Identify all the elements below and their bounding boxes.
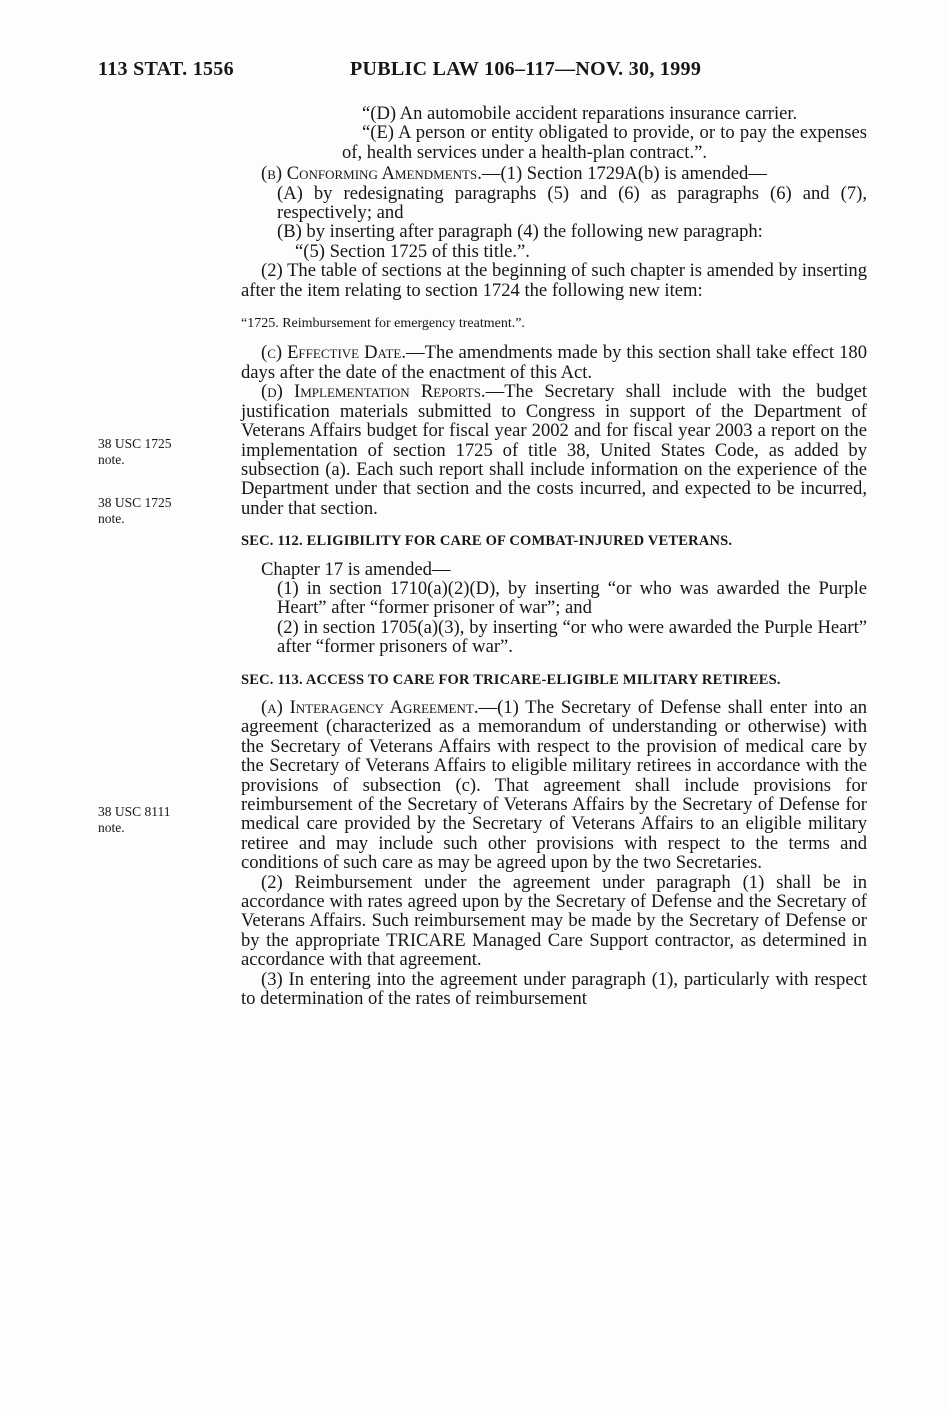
subsection-a-2: (2) Reimbursement under the agreement under paragraph (1) shall be in accordance with rates agreed upon by the Secretary of Defense and the Secretary of Veterans Affairs. Such reimbursement may be made by the Secretary of Defense or by the appropriate TRICARE Managed Care Support contractor, as determined in accordance with that agreement. (241, 871, 867, 971)
subsection-d-heading: (d) Implementation Reports. (261, 381, 486, 403)
paragraph-d: “(D) An automobile accident reparations insurance carrier. (362, 103, 798, 124)
section-112-paragraph-1: (1) in section 1710(a)(2)(D), by inserting “or who was awarded the Purple Heart” after “former prisoner of war”; and (277, 577, 867, 619)
quoted-paragraph: “(5) Section 1725 of this title.”. (295, 240, 530, 262)
section-112-paragraph-2: (2) in section 1705(a)(3), by inserting “or who were awarded the Purple Heart” after “former prisoners of war”. (277, 616, 867, 658)
subsection-d: (d) Implementation Reports.—The Secretary shall include with the budget justification materials submitted to Congress in support of the Department of Veterans Affairs budget for fiscal year 2002 and for fiscal year 2003 a report on the implementation of section 1725 of title 38, United States Code, as added by subsection (a). Each such report shall include information on the experience of the Department under that section and the costs incurred, and expected to be incurred, under that section. (241, 381, 867, 519)
section-112-heading: SEC. 112. ELIGIBILITY FOR CARE OF COMBAT-INJURED VETERANS. (241, 533, 733, 550)
subsection-b: (b) Conforming Amendments.—(1) Section 1729A(b) is amended— (261, 163, 767, 185)
margin-note-1: 38 USC 1725 note. (98, 436, 172, 467)
section-113-heading: SEC. 113. ACCESS TO CARE FOR TRICARE-ELIGIBLE MILITARY RETIREES. (241, 671, 781, 688)
public-law-title: PUBLIC LAW 106–117—NOV. 30, 1999 (350, 58, 702, 80)
subsection-c-heading: (c) Effective Date. (261, 342, 407, 364)
margin-note-2: 38 USC 1725 note. (98, 495, 172, 526)
subsection-b-heading: (b) Conforming Amendments. (261, 163, 482, 185)
table-of-sections-item: “1725. Reimbursement for emergency treatment.”. (241, 316, 525, 332)
subsection-c: (c) Effective Date.—The amendments made by this section shall take effect 180 days after the date of the enactment of this Act. (241, 342, 867, 383)
document-body (241, 104, 867, 1008)
subsection-b-A: (A) by redesignating paragraphs (5) and (6) as paragraphs (6) and (7), respectively; and (277, 182, 867, 224)
section-112-intro: Chapter 17 is amended— (261, 558, 451, 580)
subsection-a-heading: (a) Interagency Agreement. (261, 696, 479, 718)
statute-page-number: 113 STAT. 1556 (98, 58, 234, 80)
margin-note-3: 38 USC 8111 note. (98, 804, 171, 835)
subsection-a: (a) Interagency Agreement.—(1) The Secretary of Defense shall enter into an agreement (characterized as a memorandum of understanding or otherwise) with the Secretary of Veterans Affairs with respect to the provision of medical care by the Secretary of Veterans Affairs to eligible military retirees in accordance with the provisions of subsection (c). That agreement shall include provisions for reimbursement of the Secretary of Veterans Affairs by the Secretary of Defense for medical care provided by the Secretary of Veterans Affairs to an eligible military retiree and may include such other provisions with respect to the terms and conditions of such care as may be agreed upon by the two Secretaries. (241, 696, 868, 874)
subsection-b-2: (2) The table of sections at the beginning of such chapter is amended by inserting after the item relating to section 1724 the following new item: (241, 260, 867, 301)
subsection-a-3: (3) In entering into the agreement under paragraph (1), particularly with respect to determination of the rates of reimbursement (241, 968, 867, 1010)
paragraph-e: “(E) A person or entity obligated to provide, or to pay the expenses of, health services under a health-plan contract.”. (342, 122, 867, 163)
subsection-b-B: (B) by inserting after paragraph (4) the following new paragraph: (277, 221, 763, 243)
